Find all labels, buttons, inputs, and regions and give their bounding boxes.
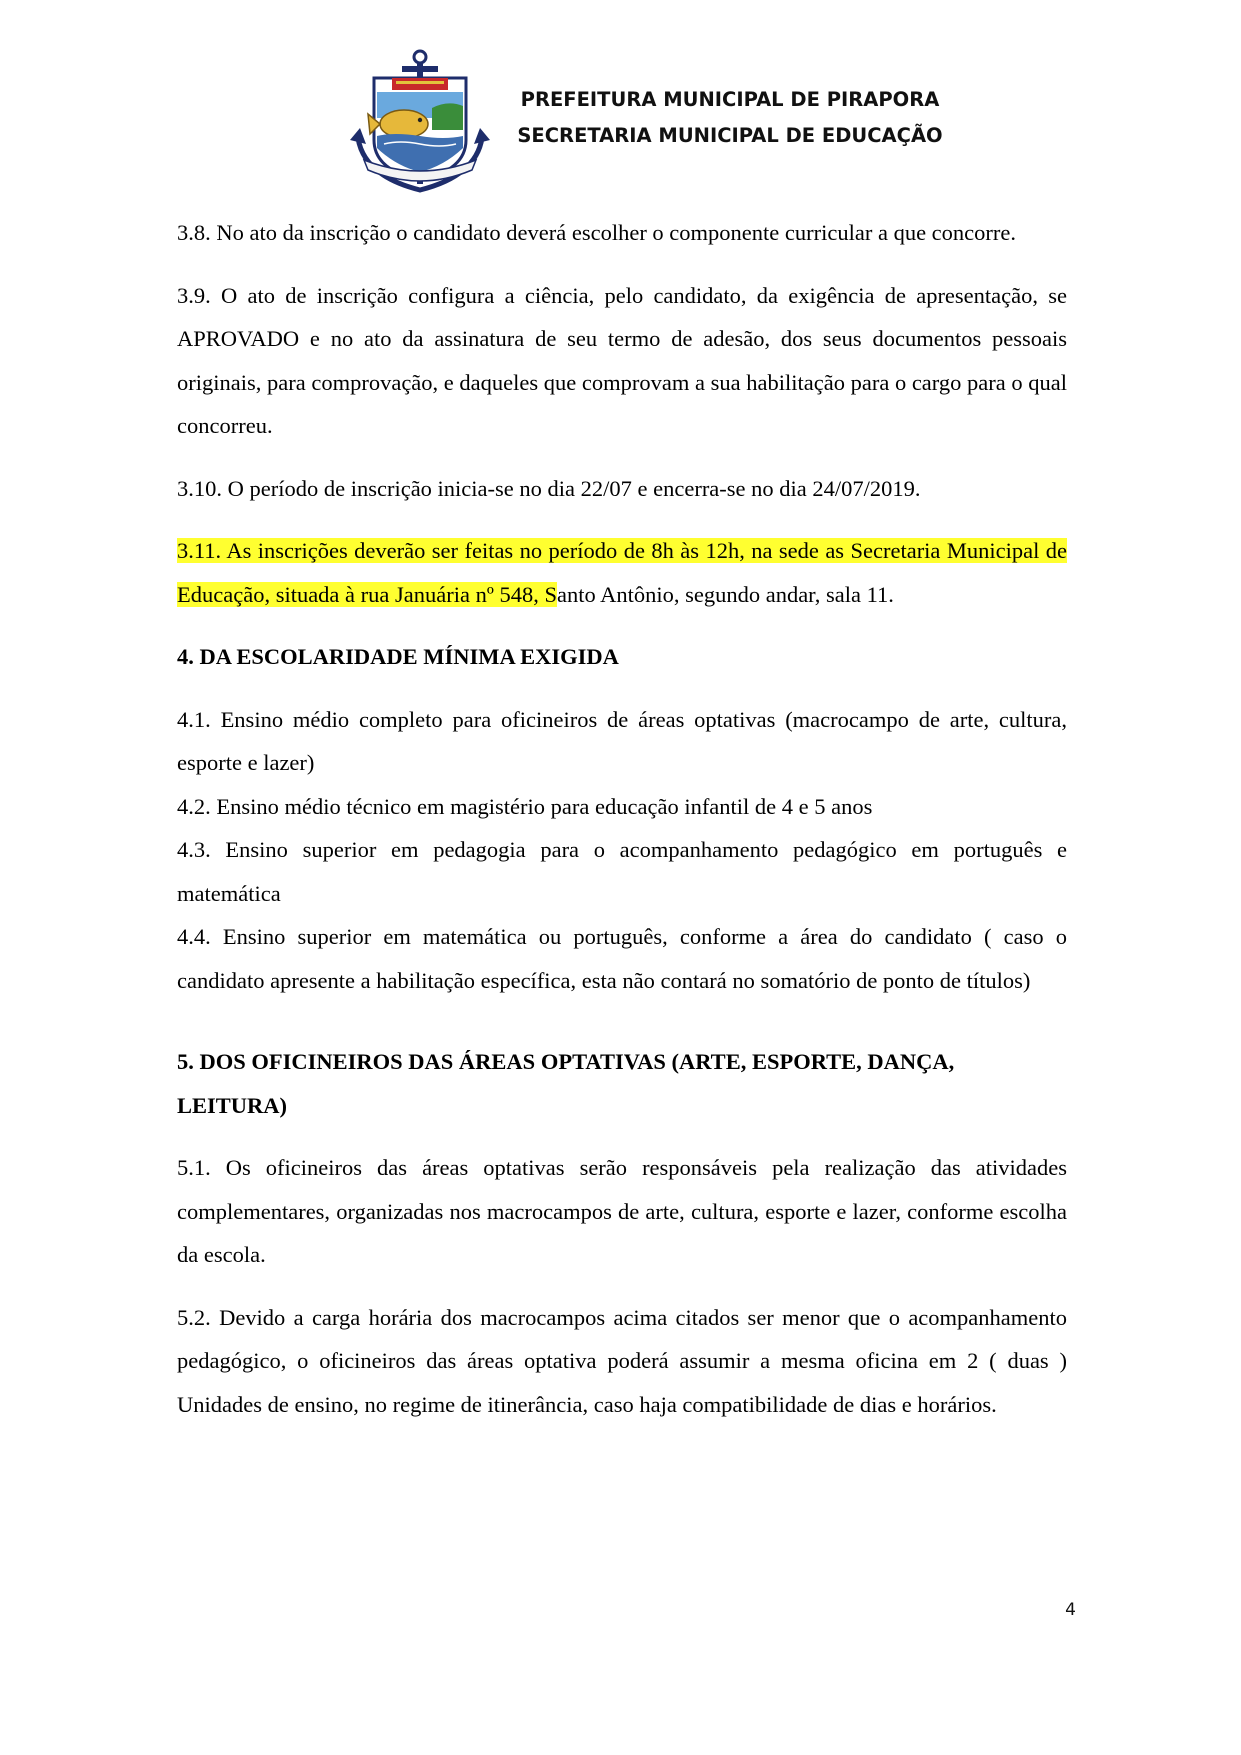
- paragraph-5-1: 5.1. Os oficineiros das áreas optativas serão responsáveis pela realização das atividades complementares, organizadas nos macrocampos de arte, cultura, esporte e lazer, conforme escolha da escola.: [177, 1155, 1067, 1267]
- paragraph-3-9: 3.9. O ato de inscrição configura a ciência, pelo candidato, da exigência de apresentação, se APROVADO e no ato da assinatura de seu termo de adesão, dos seus documentos pessoais originais, para comprovação, e daqueles que comprovam a sua habilitação para o cargo para o qual concorreu.: [177, 282, 1067, 438]
- paragraph-3-11-rest: anto Antônio, segundo andar, sala 11.: [556, 581, 894, 607]
- page-number: 4: [1065, 1600, 1076, 1620]
- paragraph-3-8: 3.8. No ato da inscrição o candidato deverá escolher o componente curricular a que concorre.: [177, 220, 1017, 245]
- paragraph-4-4: 4.4. Ensino superior em matemática ou português, conforme a área do candidato ( caso o candidato apresente a habilitação específica, esta não contará no somatório de ponto de títulos): [177, 924, 1067, 993]
- paragraph-4-1: 4.1. Ensino médio completo para oficineiros de áreas optativas (macrocampo de arte, cultura, esporte e lazer): [177, 706, 1067, 775]
- highlighted-text: 3.11. As inscrições deverão ser feitas no período de 8h às 12h, na sede as Secretaria Municipal de Educação, situada à rua Januária nº 548, S: [177, 538, 1067, 607]
- header-municipality: PREFEITURA MUNICIPAL DE PIRAPORA: [520, 88, 940, 111]
- header-department: SECRETARIA MUNICIPAL DE EDUCAÇÃO: [517, 124, 943, 147]
- paragraph-5-2: 5.2. Devido a carga horária dos macrocampos acima citados ser menor que o acompanhamento pedagógico, o oficineiros das áreas optativa poderá assumir a mesma oficina em 2 ( duas ) Unidades de ensino, no regime de itinerância, caso haja compatibilidade de dias e horários.: [177, 1304, 1067, 1417]
- document-header: [500, 82, 960, 154]
- section-heading-5: 5. DOS OFICINEIROS DAS ÁREAS OPTATIVAS (ARTE, ESPORTE, DANÇA, LEITURA): [177, 1049, 955, 1118]
- municipal-crest-icon: [344, 48, 496, 198]
- document-body: [177, 211, 1067, 1445]
- paragraph-4-2: 4.2. Ensino médio técnico em magistério para educação infantil de 4 e 5 anos: [177, 793, 873, 819]
- paragraph-4-3: 4.3. Ensino superior em pedagogia para o acompanhamento pedagógico em português e matemática: [177, 837, 1067, 906]
- section-heading-4: 4. DA ESCOLARIDADE MÍNIMA EXIGIDA: [177, 644, 619, 669]
- paragraph-3-11: [177, 529, 1067, 616]
- paragraph-3-10: 3.10. O período de inscrição inicia-se no dia 22/07 e encerra-se no dia 24/07/2019.: [177, 475, 921, 501]
